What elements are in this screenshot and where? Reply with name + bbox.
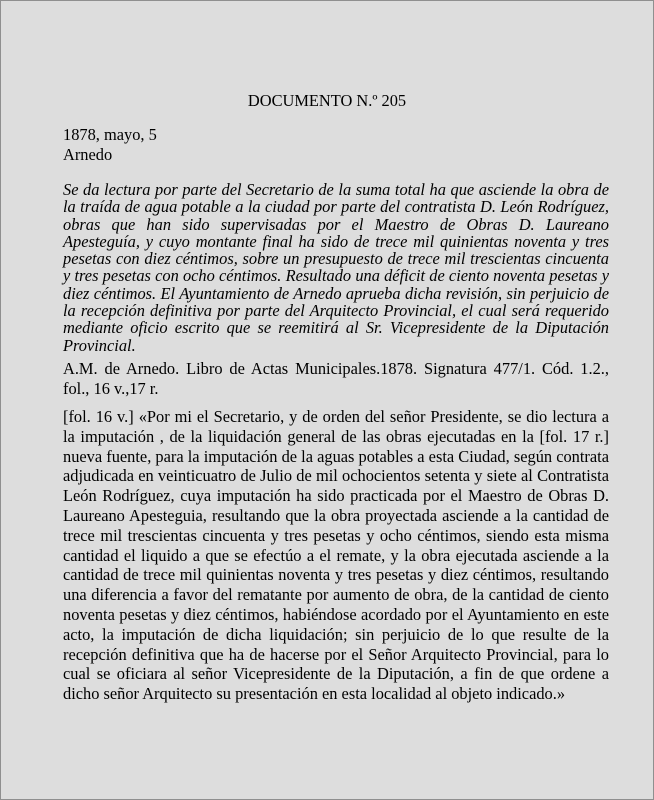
- document-date: 1878, mayo, 5: [63, 125, 157, 144]
- document-transcription: [fol. 16 v.] «Por mi el Secretario, y de orden del señor Presidente, se dio lectura a la imputación , de la liquidación general de las obras ejecutadas en la [fol. 17 r.] nueva fuente, para la imputación de la aguas potables a esta Ciudad, según contrata adjudicada en veinticuatro de Julio de mil ochocientos setenta y siete al Contratista León Rodríguez, cuya imputación ha sido practicada por el Maestro de Obras D. Laureano Apesteguia, resultando que la obra proyectada asciende a la cantidad de trece mil trescientas cincuenta y tres pesetas y ocho céntimos, siendo esta misma cantidad el liquido a que se efectúo a el remate, y la obra ejecutada asciende a la cantidad de trece mil quinientas noventa y tres pesetas y diez céntimos, resultando una diferencia a favor del rematante por aumento de obra, de la cantidad de ciento noventa pesetas y diez céntimos, habiéndose acordado por el Ayuntamiento en este acto, la imputación de dicha liquidación; sin perjuicio de lo que resulte de la recepción definitiva que ha de hacerse por el Señor Arquitecto Provincial, para lo cual se oficiara al señor Vicepresidente de la Diputación, a fin de que ordene a dicho señor Arquitecto su presentación en esta localidad al objeto indicado.»: [63, 407, 609, 704]
- archive-reference: A.M. de Arnedo. Libro de Actas Municipales.1878. Signatura 477/1. Cód. 1.2., fol., 16 v.,17 r.: [63, 359, 609, 398]
- date-place-block: [63, 125, 609, 165]
- document-title: DOCUMENTO N.º 205: [247, 91, 407, 110]
- document-summary: Se da lectura por parte del Secretario de la suma total ha que asciende la obra de la traída de agua potable a la ciudad por parte del contratista D. León Rodríguez, obras que han sido supervisadas por el Maestro de Obras D. Laureano Apesteguía, y cuyo montante final ha sido de trece mil quinientas noventa y tres pesetas con diez céntimos, sobre un presupuesto de trece mil trescientas cincuenta y tres pesetas con ocho céntimos. Resultado una déficit de ciento noventa pesetas y diez céntimos. El Ayuntamiento de Arnedo aprueba dicha revisión, sin perjuicio de la recepción definitiva por parte del Arquitecto Provincial, el cual será requerido mediante oficio escrito que se reemitirá al Sr. Vicepresidente de la Diputación Provincial.: [63, 180, 609, 355]
- document-place: Arnedo: [63, 145, 113, 164]
